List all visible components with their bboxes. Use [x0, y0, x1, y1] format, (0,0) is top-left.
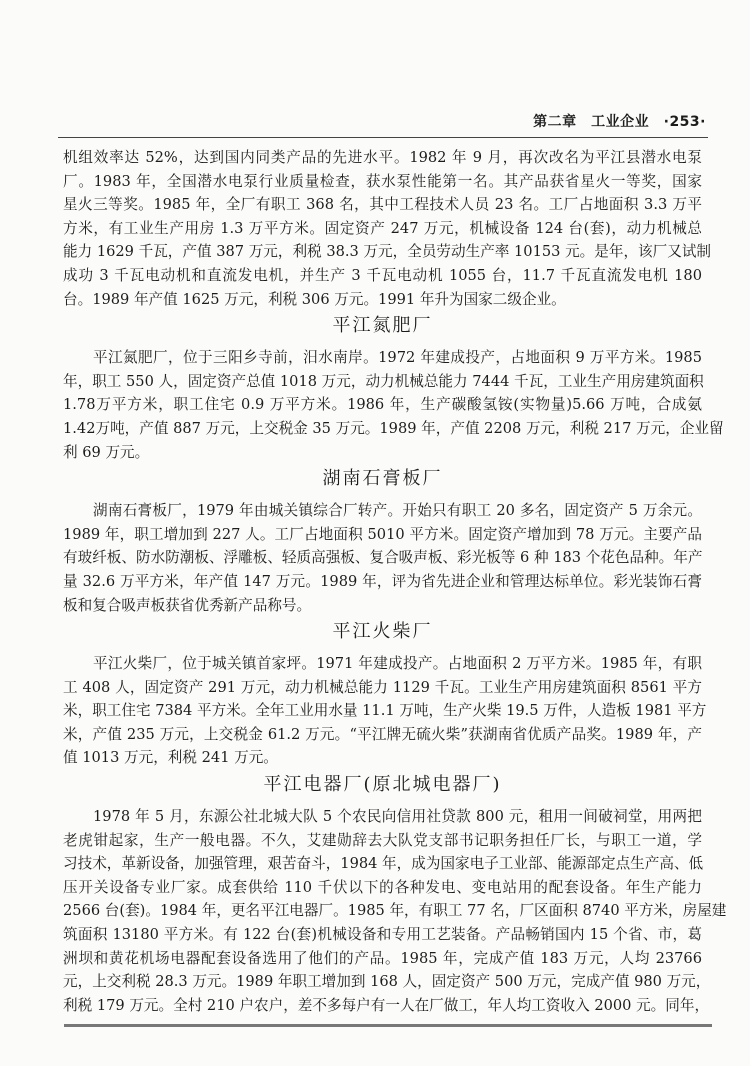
section-heading: 平江火柴厂	[332, 621, 433, 643]
paragraph-line: 有玻纤板、防水防潮板、浮雕板、轻质高强板、复合吸声板、彩光板等 6 种 183 个花色品种。年产	[63, 549, 703, 567]
paragraph-line: 星火三等奖。1985 年，全厂有职工 368 名，其中工程技术人员 23 名。工厂占地面积 3.3 万平	[63, 196, 702, 214]
paragraph-line: 机组效率达 52%，达到国内同类产品的先进水平。1982 年 9 月，再次改名为平江县潜水电泵	[63, 149, 702, 166]
paragraph-line: 1978 年 5 月，东源公社北城大队 5 个农民向信用社贷款 800 元，租用一间破祠堂，用两把	[93, 808, 702, 826]
paragraph-line: 量 32.6 万平方米，年产值 147 万元。1989 年，评为省先进企业和管理达标单位。彩光装饰石膏	[63, 572, 702, 590]
paragraph-line: 方米，有工业生产用房 1.3 万平方米。固定资产 247 万元，机械设备 124 台(套)，动力机械总	[63, 219, 702, 237]
section-heading: 湖南石膏板厂	[322, 468, 443, 490]
section-heading: 平江氮肥厂	[332, 315, 433, 337]
paragraph-line: 1.78万平方米，职工住宅 0.9 万平方米。1986 年，生产碳酸氢铵(实物量)5.66 万吨，合成氨	[63, 396, 702, 414]
chapter-title: 第二章 工业企业	[533, 114, 650, 130]
paragraph-line: 老虎钳起家，生产一般电器。不久，艾建勋辞去大队党支部书记职务担任厂长，与职工一道，学	[63, 831, 702, 849]
paragraph-line: 值 1013 万元，利税 241 万元。	[63, 749, 278, 767]
paragraph-line: 习技术，革新设备，加强管理，艰苦奋斗，1984 年，成为国家电子工业部、能源部定点生产高、低	[63, 855, 704, 873]
paragraph-line: 洲坝和黄花机场电器配套设备选用了他们的产品。1985 年，完成产值 183 万元，人均 23766	[63, 949, 702, 967]
page-number: ·253·	[663, 114, 706, 130]
paragraph-line: 能力 1629 千瓦，产值 387 万元，利税 38.3 万元，全员劳动生产率 10153 元。是年，该厂又试制	[63, 243, 712, 261]
section-heading: 平江电器厂(原北城电器厂)	[263, 774, 502, 796]
paragraph-line: 平江氮肥厂，位于三阳乡寺前，汨水南岸。1972 年建成投产，占地面积 9 万平方米。1985	[93, 349, 702, 367]
paragraph-line: 元，上交利税 28.3 万元。1989 年职工增加到 168 人，固定资产 500 万元，完成产值 980 万元，	[63, 973, 711, 991]
paragraph-line: 工 408 人，固定资产 291 万元，动力机械总能力 1129 千瓦。工业生产用房建筑面积 8561 平方	[63, 678, 702, 696]
paragraph-line: 湖南石膏板厂，1979 年由城关镇综合厂转产。开始只有职工 20 多名，固定资产 5 万余元。	[93, 502, 702, 520]
paragraph-line: 年，职工 550 人，固定资产总值 1018 万元，动力机械总能力 7444 千瓦，工业生产用房建筑面积	[63, 372, 704, 390]
paragraph-line: 1.42万吨，产值 887 万元，上交税金 35 万元。1989 年，产值 2208 万元，利税 217 万元，企业留	[63, 419, 724, 437]
paragraph-line: 压开关设备专业厂家。成套供给 110 千伏以下的各种发电、变电站用的配套设备。年生产能力	[63, 878, 702, 896]
paragraph-line: 利税 179 万元。全村 210 户农户，差不多每户有一人在厂做工，年人均工资收入 2000 元。同年，	[63, 996, 710, 1014]
paragraph-line: 平江火柴厂，位于城关镇首家坪。1971 年建成投产。占地面积 2 万平方米。1985 年，有职	[93, 655, 702, 673]
header-rule	[58, 137, 708, 138]
paragraph-line: 筑面积 13180 平方米。有 122 台(套)机械设备和专用工艺装备。产品畅销国内 15 个省、市，葛	[63, 926, 702, 944]
running-header	[533, 111, 706, 131]
paragraph-line: 利 69 万元。	[63, 443, 150, 461]
page-body	[63, 146, 727, 1017]
paragraph-line: 2566 台(套)。1984 年，更名平江电器厂。1985 年，有职工 77 名，厂区面积 8740 平方米，房屋建	[63, 902, 727, 920]
paragraph-line: 1989 年，职工增加到 227 人。工厂占地面积 5010 平方米。固定资产增加到 78 万元。主要产品	[63, 525, 702, 543]
footer-rule	[64, 1024, 712, 1027]
paragraph-line: 厂。1983 年，全国潜水电泵行业质量检查，获水泵性能第一名。其产品获省星火一等奖，国家	[63, 172, 702, 190]
paragraph-line: 米，产值 235 万元，上交税金 61.2 万元。“平江牌无硫火柴”获湖南省优质产品奖。1989 年，产	[63, 725, 702, 743]
paragraph-line: 台。1989 年产值 1625 万元，利税 306 万元。1991 年升为国家二级企业。	[63, 290, 566, 308]
paragraph-line: 板和复合吸声板获省优秀新产品称号。	[63, 596, 312, 614]
paragraph-line: 成功 3 千瓦电动机和直流发电机，并生产 3 千瓦电动机 1055 台，11.7 千瓦直流发电机 180	[63, 266, 702, 284]
paragraph-line: 米，职工住宅 7384 平方米。全年工业用水量 11.1 万吨，生产火柴 19.5 万件，人造板 1981 平方	[63, 702, 707, 720]
